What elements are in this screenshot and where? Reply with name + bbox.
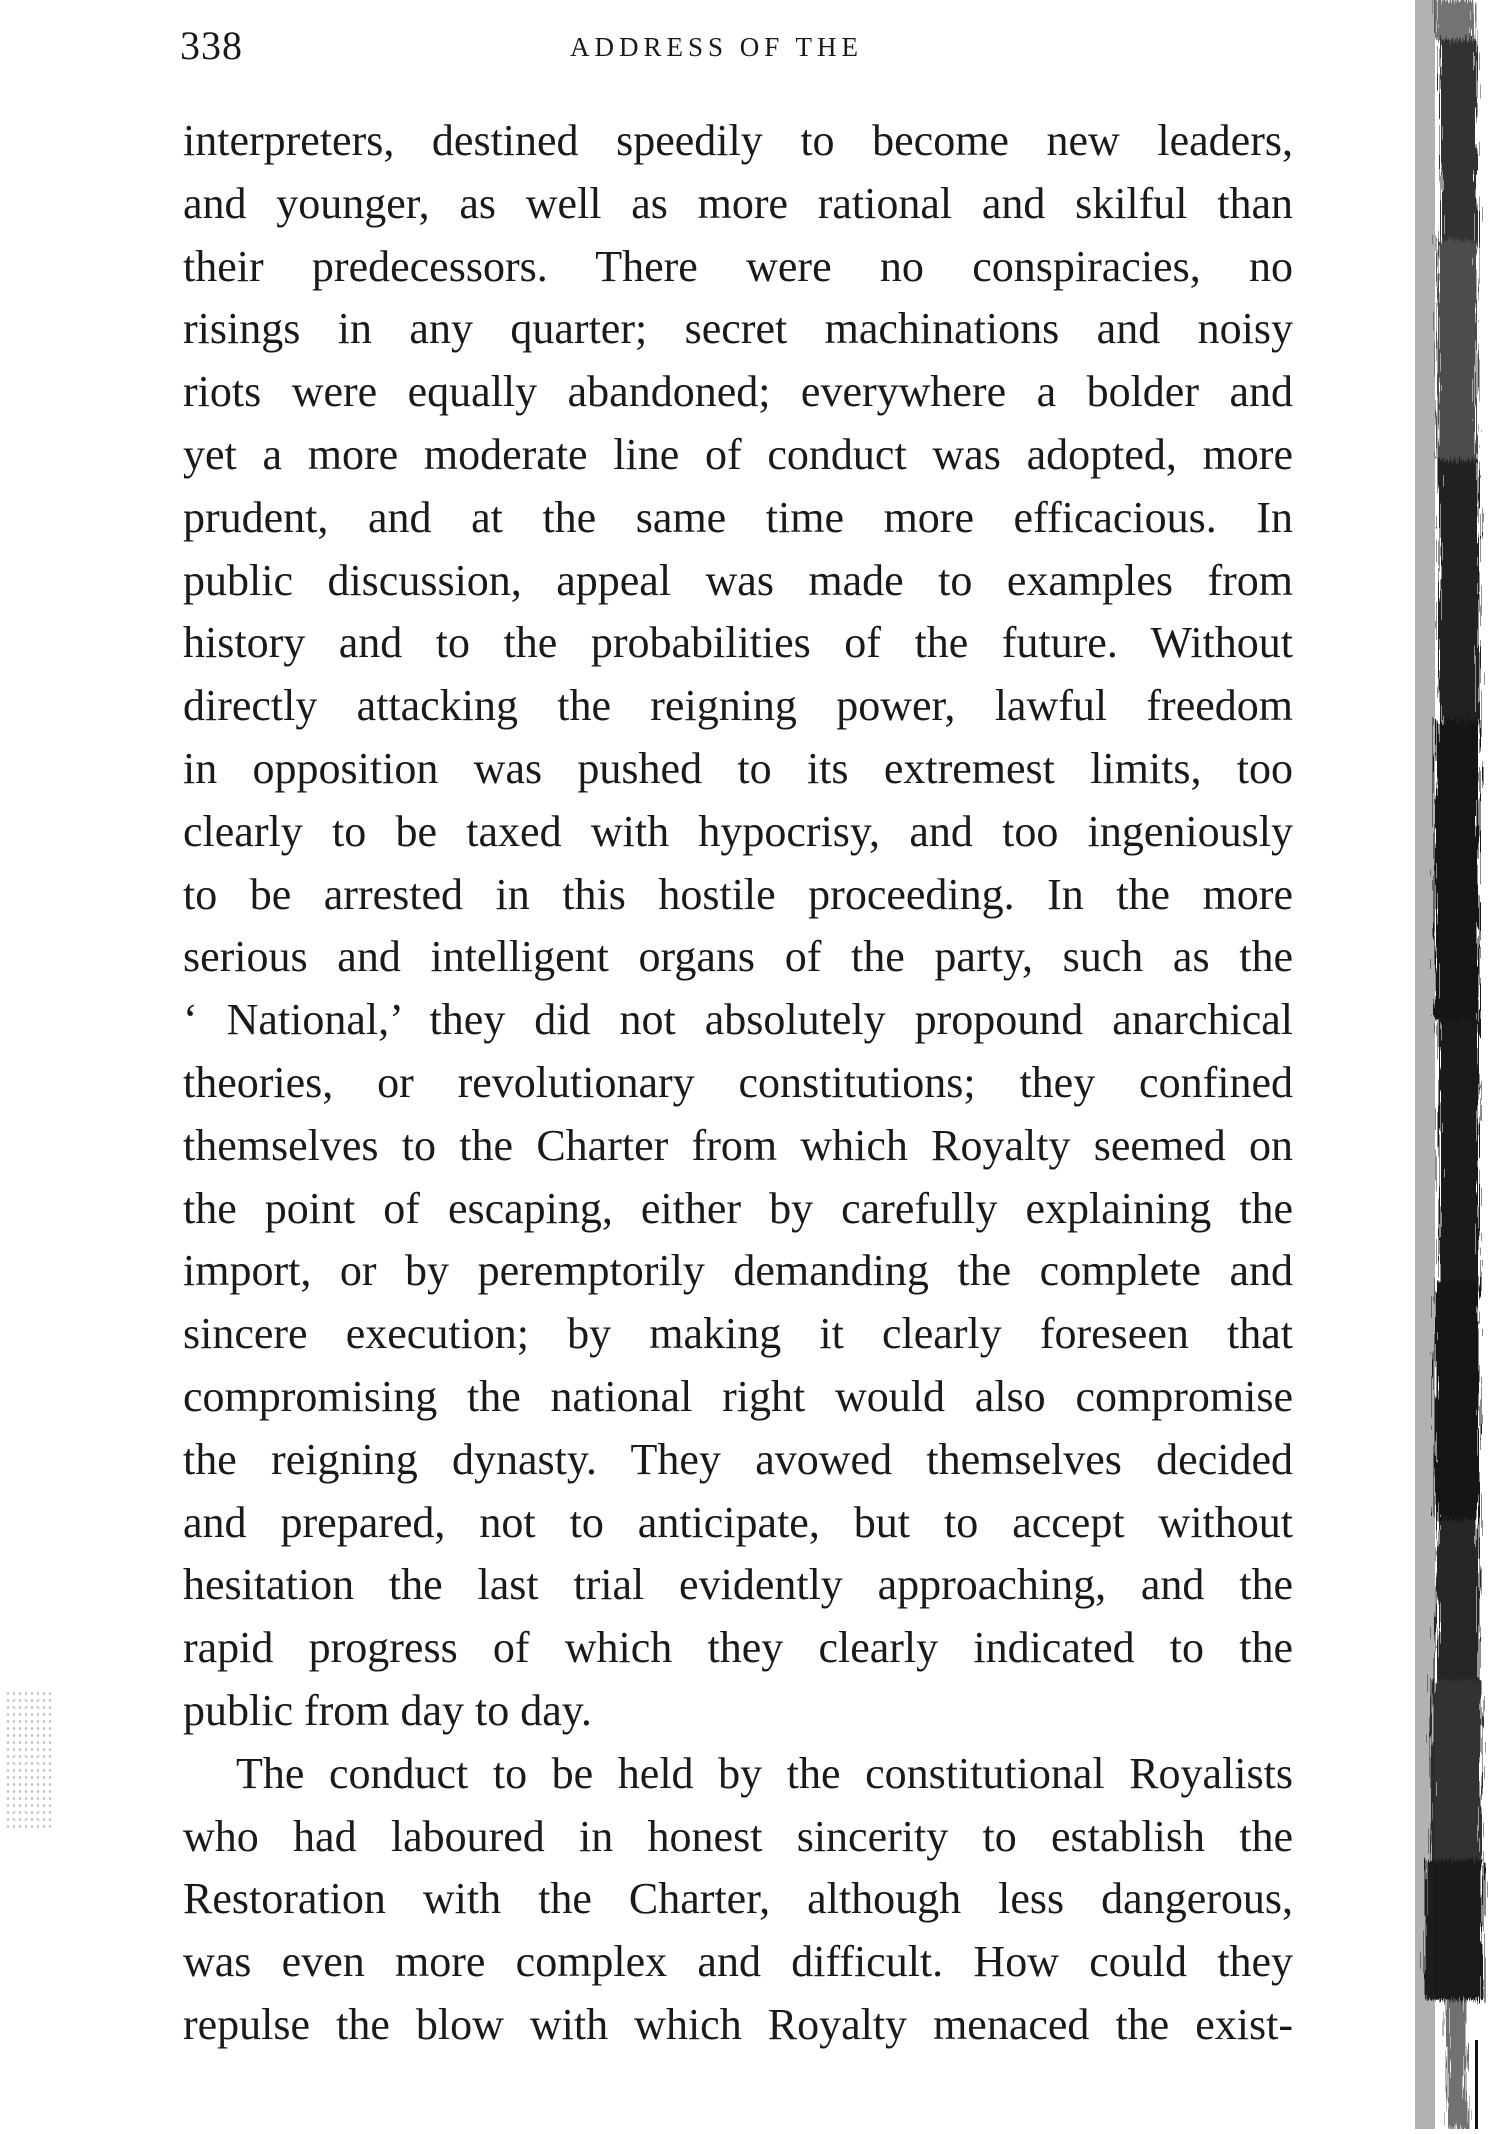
text-line: risings in any quarter; secret machinations and noisy [183,304,1293,354]
text-line: and younger, as well as more rational and skilful than [183,178,1293,228]
text-line: The conduct to be held by the constitutional Royalists [236,1748,1293,1798]
text-line: public from day to day. [183,1685,592,1735]
text-line: the reigning dynasty. They avowed themselves decided [183,1434,1293,1484]
text-line: theories, or revolutionary constitutions; they confined [183,1057,1293,1107]
text-line: prudent, and at the same time more efficacious. In [183,492,1293,542]
text-line: serious and intelligent organs of the party, such as the [183,932,1293,982]
scan-edge-graphic [1395,0,1488,2129]
text-line: was even more complex and difficult. How could they [183,1937,1293,1987]
text-line: repulse the blow with which Royalty menaced the exist- [183,1999,1293,2049]
text-line: ‘ National,’ they did not absolutely propound anarchical [183,995,1293,1045]
page-edge-shadow [1395,0,1488,2129]
text-line: history and to the probabilities of the future. Without [183,618,1293,668]
text-line: who had laboured in honest sincerity to establish the [183,1811,1293,1861]
page-header [180,22,1300,82]
running-head: ADDRESS OF THE [570,32,864,62]
page-number: 338 [180,23,243,68]
text-line: themselves to the Charter from which Royalty seemed on [183,1120,1293,1170]
text-line: sincere execution; by making it clearly foreseen that [183,1309,1293,1359]
text-line: the point of escaping, either by carefully explaining the [183,1183,1293,1233]
text-line: directly attacking the reigning power, lawful freedom [183,681,1293,731]
text-line: Restoration with the Charter, although less dangerous, [183,1874,1293,1924]
text-line: their predecessors. There were no conspiracies, no [183,241,1293,291]
text-line: import, or by peremptorily demanding the complete and [183,1246,1293,1296]
text-line: hesitation the last trial evidently approaching, and the [183,1560,1293,1610]
text-line: yet a more moderate line of conduct was adopted, more [183,429,1293,479]
paragraph-2 [183,1743,1293,2057]
text-line: compromising the national right would also compromise [183,1371,1293,1421]
text-line: to be arrested in this hostile proceeding. In the more [183,869,1293,919]
text-line: in opposition was pushed to its extremest limits, too [183,743,1293,793]
text-line: rapid progress of which they clearly indicated to the [183,1623,1293,1673]
text-line: clearly to be taxed with hypocrisy, and too ingeniously [183,806,1293,856]
text-line: and prepared, not to anticipate, but to accept without [183,1497,1293,1547]
scan-speckle [5,1690,53,1830]
paragraph-1 [183,110,1293,1743]
text-line: riots were equally abandoned; everywhere a bolder and [183,367,1293,417]
text-line: public discussion, appeal was made to examples from [183,555,1293,605]
text-line: interpreters, destined speedily to become new leaders, [183,116,1293,165]
body-text [183,110,1293,2057]
